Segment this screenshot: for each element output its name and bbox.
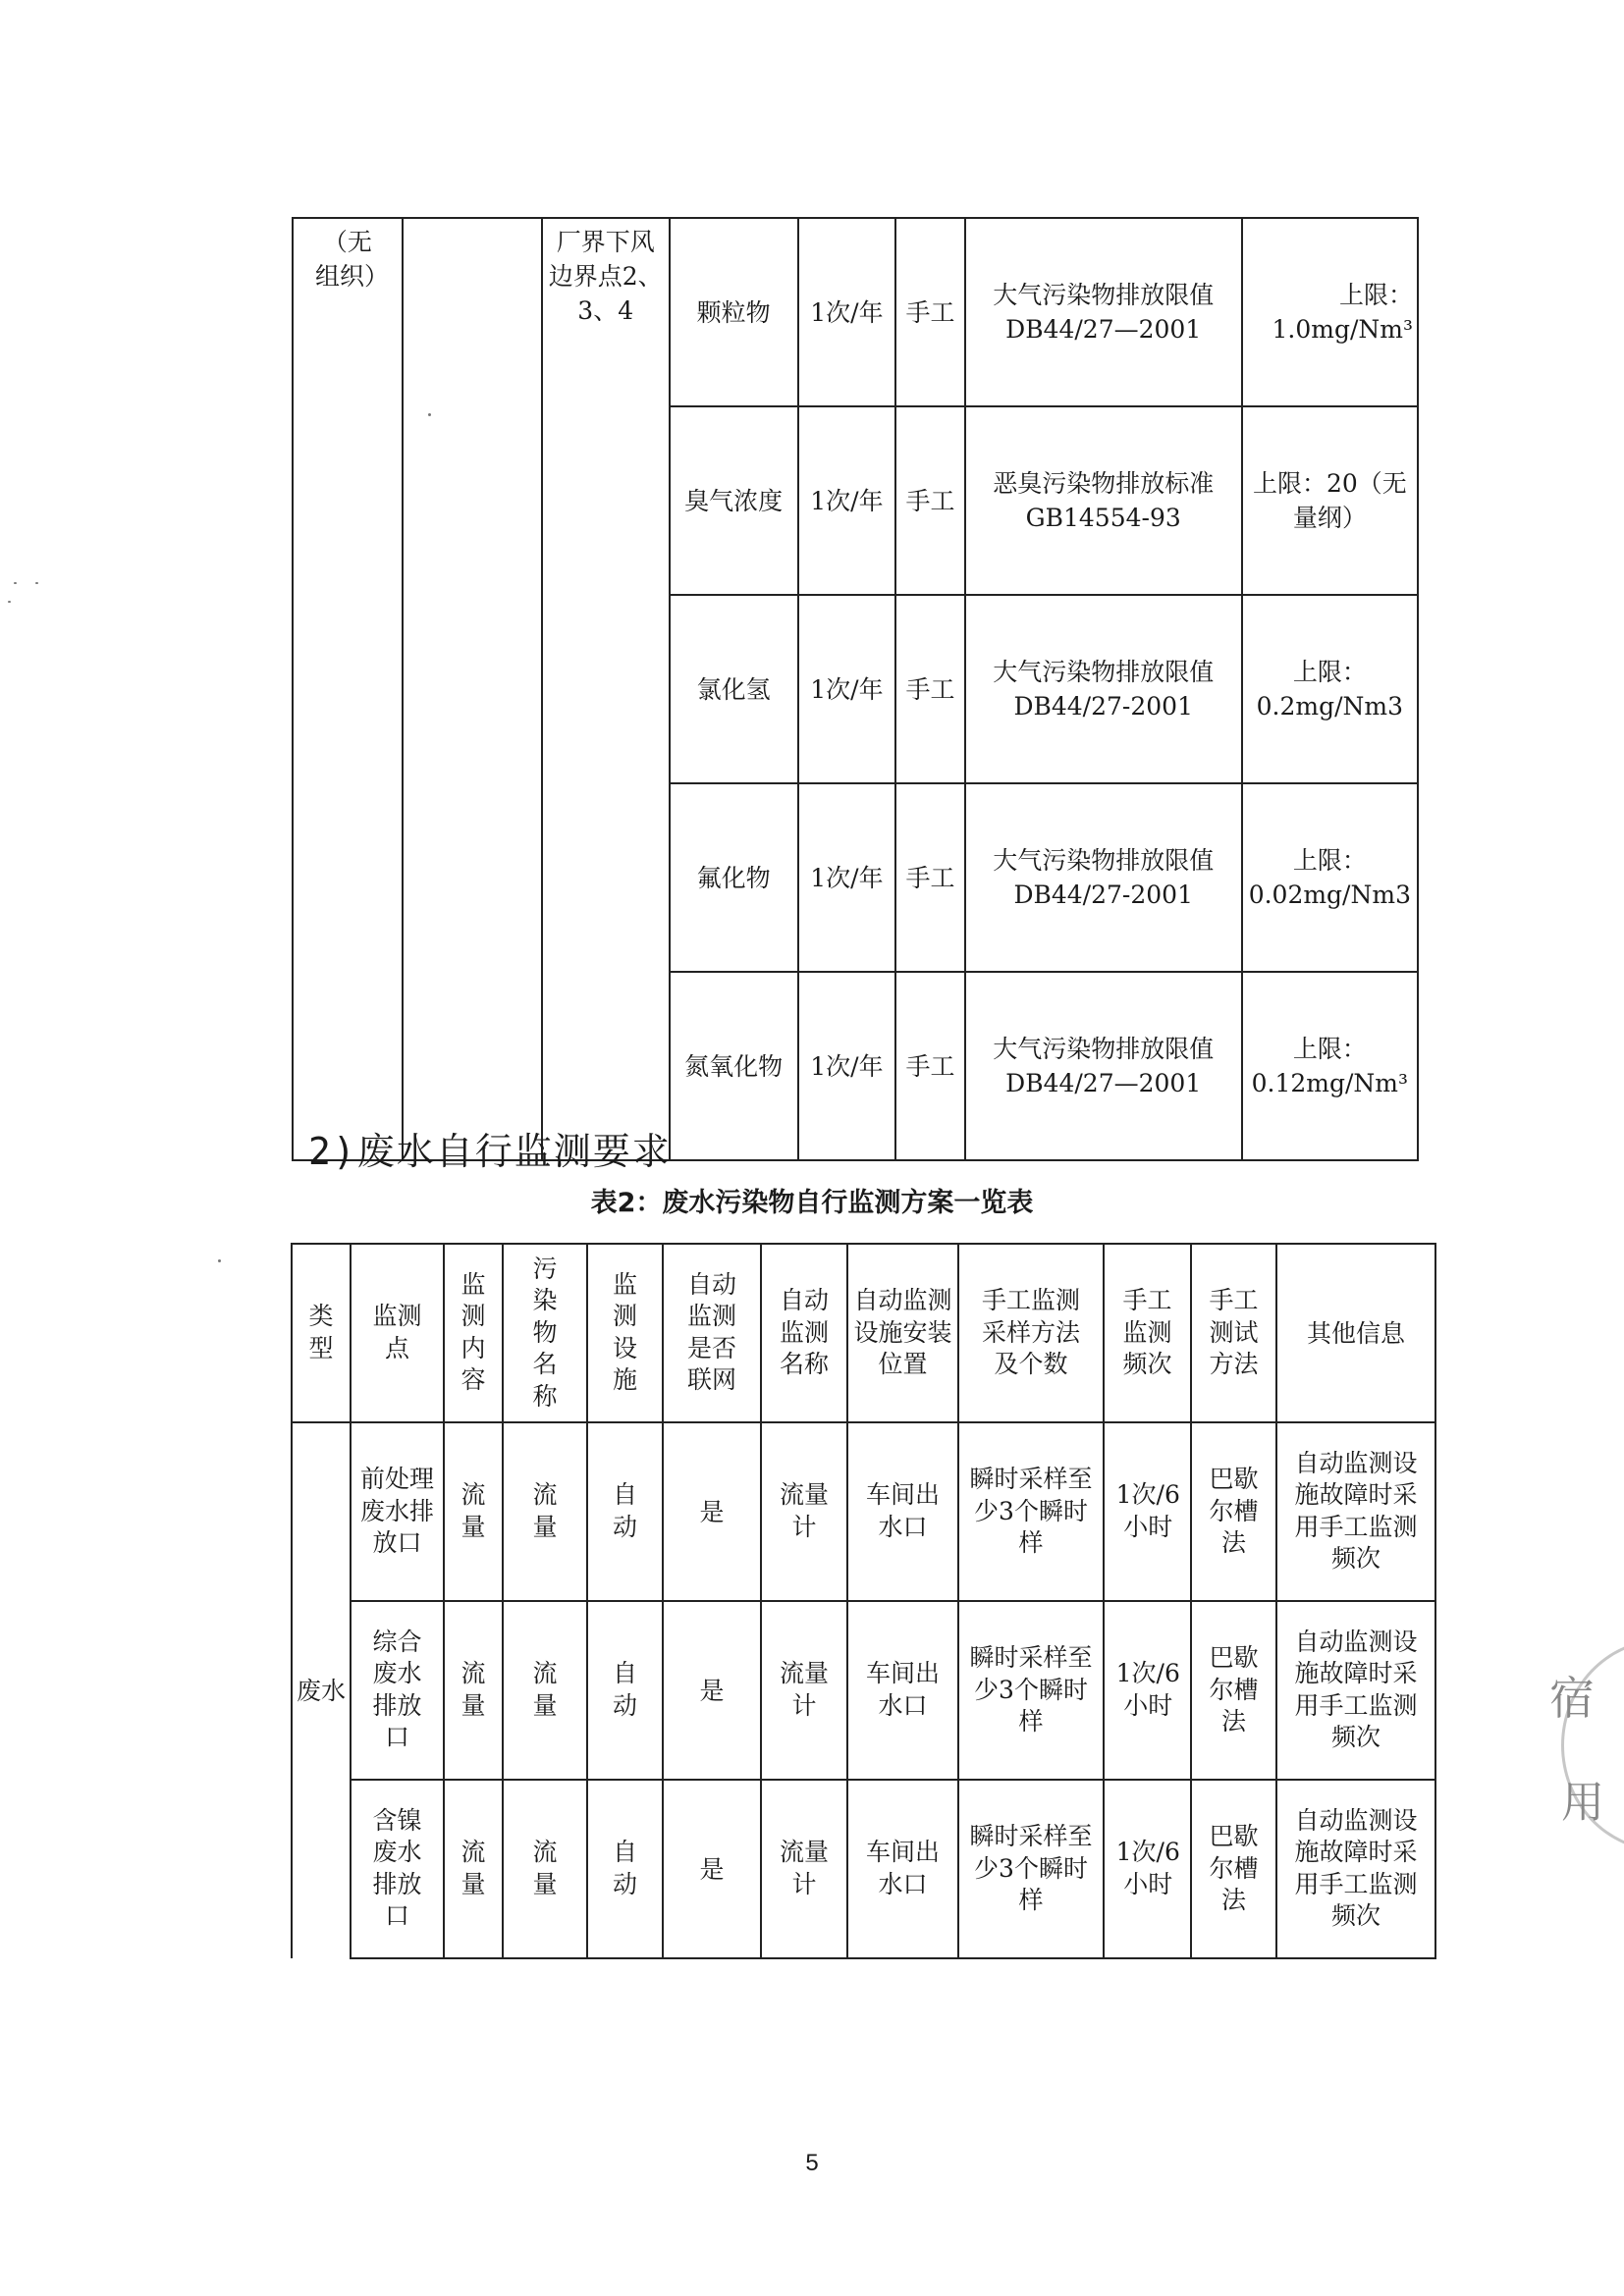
facility-cell: 自动: [587, 1422, 663, 1601]
facility-cell: 自动: [587, 1780, 663, 1958]
other-info-cell: 自动监测设施故障时采用手工监测频次: [1276, 1601, 1435, 1780]
column-header: 污染物名称: [503, 1244, 587, 1422]
column-header: 类型: [292, 1244, 351, 1422]
pollutant-cell: 流量: [503, 1601, 587, 1780]
standard-cell: 大气污染物排放限值DB44/27—2001: [965, 218, 1242, 406]
scan-speck: [218, 1259, 221, 1262]
header-row: [292, 1244, 1435, 1422]
frequency-cell: 1次/年: [798, 972, 896, 1160]
column-header: 手工监测频次: [1104, 1244, 1191, 1422]
stamp-text: 宿: [1549, 1672, 1595, 1725]
frequency-cell: 1次/6小时: [1104, 1422, 1191, 1601]
pollutant-cell: 臭气浓度: [670, 406, 798, 595]
monitoring-point-cell: 厂界下风边界点2、3、4: [542, 218, 670, 1160]
column-header: 手工监测采样方法及个数: [958, 1244, 1104, 1422]
frequency-cell: 1次/年: [798, 783, 896, 972]
limit-cell: 上限：1.0mg/Nm³: [1242, 218, 1418, 406]
facility-cell: 自动: [587, 1601, 663, 1780]
column-header: 自动监测是否联网: [663, 1244, 761, 1422]
table-row: [292, 1601, 1435, 1780]
test-method-cell: 巴歇尔槽法: [1191, 1780, 1276, 1958]
column-header: 监测设施: [587, 1244, 663, 1422]
column-header: 监测内容: [444, 1244, 503, 1422]
stamp-text: 用: [1561, 1778, 1604, 1828]
method-cell: 手工: [895, 218, 964, 406]
limit-cell: 上限：0.12mg/Nm³: [1242, 972, 1418, 1160]
pollutant-cell: 流量: [503, 1780, 587, 1958]
category-cell: （无组织）: [293, 218, 403, 1160]
table-row: [293, 218, 1418, 406]
standard-cell: 大气污染物排放限值DB44/27-2001: [965, 595, 1242, 783]
pollutant-cell: 氟化物: [670, 783, 798, 972]
air-monitoring-table-continuation: [292, 217, 1419, 1161]
networked-cell: 是: [663, 1422, 761, 1601]
test-method-cell: 巴歇尔槽法: [1191, 1422, 1276, 1601]
pollutant-cell: 颗粒物: [670, 218, 798, 406]
networked-cell: 是: [663, 1601, 761, 1780]
standard-cell: 大气污染物排放限值DB44/27—2001: [965, 972, 1242, 1160]
other-info-cell: 自动监测设施故障时采用手工监测频次: [1276, 1422, 1435, 1601]
pollutant-cell: 流量: [503, 1422, 587, 1601]
scan-speck: [8, 601, 11, 603]
sampling-cell: 瞬时采样至少3个瞬时样: [958, 1422, 1104, 1601]
limit-cell: 上限：0.2mg/Nm3: [1242, 595, 1418, 783]
method-cell: 手工: [895, 595, 964, 783]
type-cell: 废水: [292, 1422, 351, 1958]
test-method-cell: 巴歇尔槽法: [1191, 1601, 1276, 1780]
column-header: 自动监测设施安装位置: [847, 1244, 958, 1422]
sampling-cell: 瞬时采样至少3个瞬时样: [958, 1780, 1104, 1958]
limit-cell: 上限：0.02mg/Nm3: [1242, 783, 1418, 972]
section-heading: 2)废水自行监测要求: [308, 1130, 672, 1173]
standard-cell: 恶臭污染物排放标准GB14554-93: [965, 406, 1242, 595]
point-cell: 含镍废水排放口: [351, 1780, 444, 1958]
auto-name-cell: 流量计: [761, 1422, 847, 1601]
table-row: [292, 1422, 1435, 1601]
scan-speck: [14, 582, 17, 584]
method-cell: 手工: [895, 406, 964, 595]
column-header: 手工测试方法: [1191, 1244, 1276, 1422]
location-cell: 车间出水口: [847, 1780, 958, 1958]
scan-speck: [35, 582, 38, 584]
content-cell: 流量: [444, 1422, 503, 1601]
sampling-cell: 瞬时采样至少3个瞬时样: [958, 1601, 1104, 1780]
frequency-cell: 1次/6小时: [1104, 1780, 1191, 1958]
column-header: 监测点: [351, 1244, 444, 1422]
point-cell: 综合废水排放口: [351, 1601, 444, 1780]
frequency-cell: 1次/6小时: [1104, 1601, 1191, 1780]
frequency-cell: 1次/年: [798, 406, 896, 595]
table-caption: 表2：废水污染物自行监测方案一览表: [590, 1188, 1034, 1218]
limit-cell: 上限：20（无量纲）: [1242, 406, 1418, 595]
location-cell: 车间出水口: [847, 1422, 958, 1601]
partial-stamp: [1532, 1620, 1624, 1865]
point-cell: 前处理废水排放口: [351, 1422, 444, 1601]
pollutant-cell: 氯化氢: [670, 595, 798, 783]
column-header: 其他信息: [1276, 1244, 1435, 1422]
wastewater-monitoring-table: [291, 1243, 1436, 1959]
scan-speck: [428, 413, 431, 416]
method-cell: 手工: [895, 972, 964, 1160]
column-header: 自动监测名称: [761, 1244, 847, 1422]
auto-name-cell: 流量计: [761, 1601, 847, 1780]
empty-cell: [403, 218, 542, 1160]
other-info-cell: 自动监测设施故障时采用手工监测频次: [1276, 1780, 1435, 1958]
table-row: [292, 1780, 1435, 1958]
method-cell: 手工: [895, 783, 964, 972]
page-number: 5: [805, 2150, 819, 2176]
content-cell: 流量: [444, 1601, 503, 1780]
frequency-cell: 1次/年: [798, 595, 896, 783]
pollutant-cell: 氮氧化物: [670, 972, 798, 1160]
content-cell: 流量: [444, 1780, 503, 1958]
frequency-cell: 1次/年: [798, 218, 896, 406]
location-cell: 车间出水口: [847, 1601, 958, 1780]
auto-name-cell: 流量计: [761, 1780, 847, 1958]
standard-cell: 大气污染物排放限值DB44/27-2001: [965, 783, 1242, 972]
networked-cell: 是: [663, 1780, 761, 1958]
